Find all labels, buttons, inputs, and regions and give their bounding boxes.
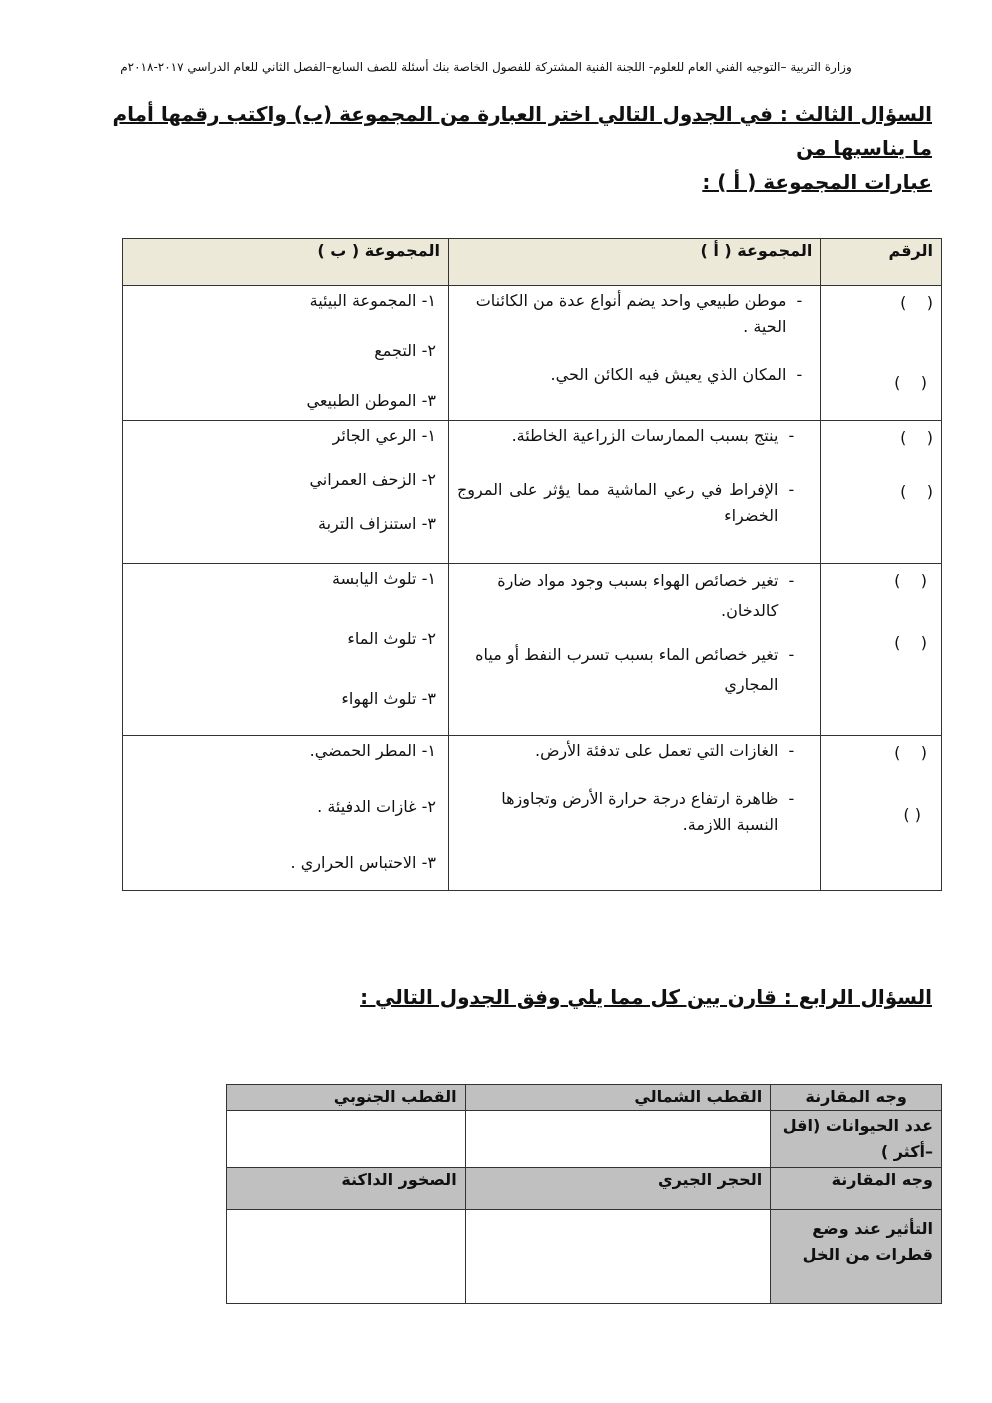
list-item: - ينتج بسبب الممارسات الزراعية الخاطئة. xyxy=(511,426,795,445)
table-row xyxy=(227,1168,942,1210)
list-item: ٣- تلوث الهواء xyxy=(341,689,436,708)
table-row xyxy=(123,736,942,891)
header-group-b: المجموعة ( ب ) xyxy=(123,239,449,286)
answer-blank[interactable]: ( ) xyxy=(894,373,927,392)
answer-cell xyxy=(821,286,942,421)
table-row xyxy=(123,286,942,421)
answer-cell-south[interactable] xyxy=(227,1111,466,1168)
answer-cell-north[interactable] xyxy=(465,1111,771,1168)
list-item: ١- المجموعة البيئية xyxy=(309,291,436,310)
list-item: - موطن طبيعي واحد يضم أنواع عدة من الكائنات الحية . xyxy=(475,291,803,336)
table-row xyxy=(227,1210,942,1304)
list-item: ١- المطر الحمضي. xyxy=(309,741,436,760)
north-pole-header: القطب الشمالي xyxy=(465,1085,771,1111)
table-row xyxy=(123,564,942,736)
list-item: ٢- الزحف العمراني xyxy=(309,470,436,489)
list-item: ٢- تلوث الماء xyxy=(347,629,436,648)
answer-blank[interactable]: ( ) xyxy=(900,293,933,312)
list-item: ١- الرعي الجائر xyxy=(332,426,436,445)
list-item: - تغير خصائص الهواء بسبب وجود مواد ضارة كالدخان. xyxy=(497,571,795,620)
comparison-table xyxy=(226,1084,942,1304)
question-3-title-line-2: عبارات المجموعة ( أ ) : xyxy=(702,170,932,194)
header-group-a: المجموعة ( أ ) xyxy=(448,239,820,286)
answer-blank[interactable]: ( ) xyxy=(900,482,933,501)
answer-cell xyxy=(821,736,942,891)
list-item: ٣- استنزاف التربة xyxy=(318,514,436,533)
group-b-cell xyxy=(123,736,449,891)
matching-table-header xyxy=(123,239,942,286)
answer-cell xyxy=(821,421,942,564)
list-item: - تغير خصائص الماء بسبب تسرب النفط أو مياه المجاري xyxy=(475,645,795,694)
group-a-cell xyxy=(448,421,820,564)
answer-blank[interactable]: ( ) xyxy=(900,428,933,447)
group-b-cell xyxy=(123,564,449,736)
table-row xyxy=(227,1085,942,1111)
list-item: ١- تلوث اليابسة xyxy=(331,569,436,588)
list-item: ٢- غازات الدفيئة . xyxy=(317,797,436,816)
answer-cell-limestone[interactable] xyxy=(465,1210,771,1304)
list-item: ٣- الاحتباس الحراري . xyxy=(290,853,436,872)
matching-table xyxy=(122,238,942,891)
list-item: - الغازات التي تعمل على تدفئة الأرض. xyxy=(534,741,795,760)
comparison-aspect-label: وجه المقارنة xyxy=(771,1085,942,1111)
comparison-aspect-label: وجه المقارنة xyxy=(771,1168,942,1210)
header-number: الرقم xyxy=(821,239,942,286)
group-a-cell xyxy=(448,736,820,891)
table-row xyxy=(123,421,942,564)
dark-rocks-header: الصخور الداكنة xyxy=(227,1168,466,1210)
question-4-title: السؤال الرابع : قارن بين كل مما يلي وفق الجدول التالي : xyxy=(360,985,932,1009)
page-header: وزارة التربية –التوجيه الفني العام للعلوم- اللجنة الفنية المشتركة للفصول الخاصة بنك أسئلة للصف السابع–الفصل الثاني للعام الدراسي ٢٠١٧-٢٠١٨م xyxy=(120,60,852,74)
answer-cell xyxy=(821,564,942,736)
list-item: - ظاهرة ارتفاع درجة حرارة الأرض وتجاوزها النسبة اللازمة. xyxy=(501,789,795,834)
animal-count-label: عدد الحيوانات (اقل –أكثر ) xyxy=(771,1111,942,1168)
answer-blank[interactable]: ( ) xyxy=(903,805,921,824)
group-b-cell xyxy=(123,421,449,564)
answer-blank[interactable]: ( ) xyxy=(894,571,927,590)
answer-blank[interactable]: ( ) xyxy=(894,743,927,762)
list-item: ٣- الموطن الطبيعي xyxy=(306,391,436,410)
question-3-title xyxy=(100,97,932,199)
south-pole-header: القطب الجنوبي xyxy=(227,1085,466,1111)
list-item: - المكان الذي يعيش فيه الكائن الحي. xyxy=(550,365,803,384)
group-a-cell xyxy=(448,564,820,736)
vinegar-effect-label: التأثير عند وضع قطرات من الخل xyxy=(771,1210,942,1304)
limestone-header: الحجر الجيري xyxy=(465,1168,771,1210)
answer-blank[interactable]: ( ) xyxy=(894,633,927,652)
answer-cell-dark-rocks[interactable] xyxy=(227,1210,466,1304)
table-row xyxy=(227,1111,942,1168)
list-item: - الإفراط في رعي الماشية مما يؤثر على المروج الخضراء xyxy=(456,480,795,525)
question-3-title-line-1: السؤال الثالث : في الجدول التالي اختر العبارة من المجموعة (ب) واكتب رقمها أمام ما يناسبها من xyxy=(112,102,932,160)
list-item: ٢- التجمع xyxy=(374,341,436,360)
group-b-cell xyxy=(123,286,449,421)
group-a-cell xyxy=(448,286,820,421)
